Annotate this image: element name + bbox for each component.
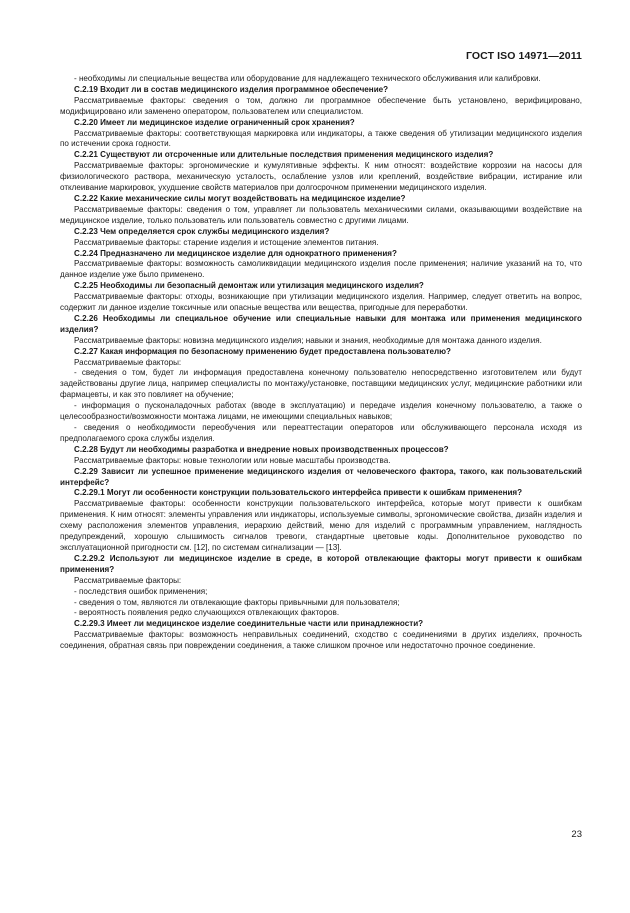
body-paragraph: Рассматриваемые факторы: возможность самоликвидации медицинского изделия после применения; наличие указаний на то, что данное изделие уже было применено.: [60, 259, 582, 280]
document-id: ГОСТ ISO 14971—2011: [465, 50, 582, 62]
body-paragraph: - информация о пусконаладочных работах (вводе в эксплуатацию) и передаче изделия конечному пользователю, а также о целесообразности/возможности монтажа лицами, не имеющими специальных навыков;: [60, 401, 582, 422]
body-paragraph: Рассматриваемые факторы:: [74, 357, 182, 367]
body-paragraph: - сведения о необходимости переобучения или переаттестации операторов или обслуживающего персонала исходя из предполагаемого срока службы изделия.: [60, 423, 582, 443]
section-heading: С.2.28 Будут ли необходимы разработка и внедрение новых производственных процессов?: [74, 444, 449, 454]
page-number: 23: [571, 829, 582, 840]
section-heading: С.2.22 Какие механические силы могут воздействовать на медицинское изделие?: [74, 193, 406, 203]
body-paragraph: - необходимы ли специальные вещества или оборудование для надлежащего технического обслуживания или калибровки.: [74, 74, 541, 83]
section-heading: С.2.29.2 Используют ли медицинское изделие в среде, в которой отвлекающие факторы могут привести к ошибкам применения?: [60, 553, 582, 574]
section-heading: С.2.27 Какая информация по безопасному применению будет предоставлена пользователю?: [74, 346, 451, 356]
body-paragraph: Рассматриваемые факторы: соответствующая маркировка или индикаторы, а также сведения об утилизации медицинского изделия по истечении срока годности.: [60, 128, 582, 149]
section-heading: С.2.29 Зависит ли успешное применение медицинского изделия от человеческого фактора, такого, как пользовательский интерфейс?: [60, 466, 582, 487]
body-paragraph: Рассматриваемые факторы: старение изделия и истощение элементов питания.: [74, 237, 379, 247]
body-paragraph: Рассматриваемые факторы: сведения о том, должно ли программное обеспечение быть установлено, верифицировано, модифицировано или заменено оператором, пользователем или специалистом.: [60, 95, 582, 116]
body-paragraph: - сведения о том, будет ли информация предоставлена конечному пользователю непосредственно изготовителем или будут задействованы другие лица, например специалисты по монтажу/установке, поставщики медицинских услуг, медицинские работники или фармацевты, и как это повлияет на обучение;: [60, 368, 582, 400]
body-paragraph: Рассматриваемые факторы: особенности конструкции пользовательского интерфейса, которые могут привести к ошибкам применения. К ним относят: элементы управления или индикаторы, используемые символы, эргономические свойства, дизайн изделия и схему расположения элементов управления, иерархию действий, меню для изделий с программным управлением, наглядность предупреждений, хорошую слышимость сигналов тревоги, стандартные цветовые коды. Дополнительное руководство по эксплуатационной пригодности см. [12], по системам сигнализации — [13].: [60, 499, 582, 552]
body-paragraph: Рассматриваемые факторы:: [74, 575, 182, 585]
body-paragraph: Рассматриваемые факторы: сведения о том, управляет ли пользователь механическими силами, оказывающими воздействие на медицинское изделие, только пользователь или пользователь совместно с другими лицами.: [60, 204, 582, 225]
section-heading: С.2.24 Предназначено ли медицинское изделие для однократного применения?: [74, 248, 397, 258]
body-paragraph: - последствия ошибок применения;: [74, 586, 208, 596]
body-paragraph: - вероятность появления редко случающихся отвлекающих факторов.: [74, 608, 340, 618]
body-paragraph: Рассматриваемые факторы: отходы, возникающие при утилизации медицинского изделия. Например, следует ответить на вопрос, содержит ли данное изделие токсичные или опасные вещества или вещества, пригодные для переработки.: [60, 292, 582, 313]
section-heading: С.2.29.3 Имеет ли медицинское изделие соединительные части или принадлежности?: [74, 619, 424, 629]
section-heading: С.2.29.1 Могут ли особенности конструкции пользовательского интерфейса привести к ошибкам применения?: [74, 488, 523, 498]
section-heading: С.2.26 Необходимы ли специальное обучение или специальные навыки для монтажа или применения медицинского изделия?: [60, 313, 582, 334]
section-heading: С.2.23 Чем определяется срок службы медицинского изделия?: [74, 226, 330, 236]
body-paragraph: Рассматриваемые факторы: возможность неправильных соединений, сходство с соединениями в других изделиях, прочность соединения, обратная связь при повреждении соединения, а также слишком прочное или недостаточно прочное соединение.: [60, 630, 582, 651]
body-paragraph: Рассматриваемые факторы: новизна медицинского изделия; навыки и знания, необходимые для монтажа данного изделия.: [74, 335, 542, 345]
document-body: [60, 74, 582, 652]
body-paragraph: Рассматриваемые факторы: новые технологии или новые масштабы производства.: [74, 455, 391, 465]
section-heading: С.2.19 Входит ли в состав медицинского изделия программное обеспечение?: [74, 84, 389, 94]
body-paragraph: - сведения о том, являются ли отвлекающие факторы привычными для пользователя;: [74, 597, 400, 607]
body-paragraph: Рассматриваемые факторы: эргономические и кумулятивные эффекты. К ним относят: воздействие коррозии на насосы для физиологического раствора, механическую усталость, ослабление узлов или креплений, воздействие вибрации, истирание или отклеивание маркировок, ухудшение свойств материалов при долгосрочном применении медицинского изделия.: [60, 161, 582, 193]
section-heading: С.2.20 Имеет ли медицинское изделие ограниченный срок хранения?: [74, 117, 355, 127]
section-heading: С.2.21 Существуют ли отсроченные или длительные последствия применения медицинского изделия?: [74, 150, 494, 160]
section-heading: С.2.25 Необходимы ли безопасный демонтаж или утилизация медицинского изделия?: [74, 281, 424, 291]
